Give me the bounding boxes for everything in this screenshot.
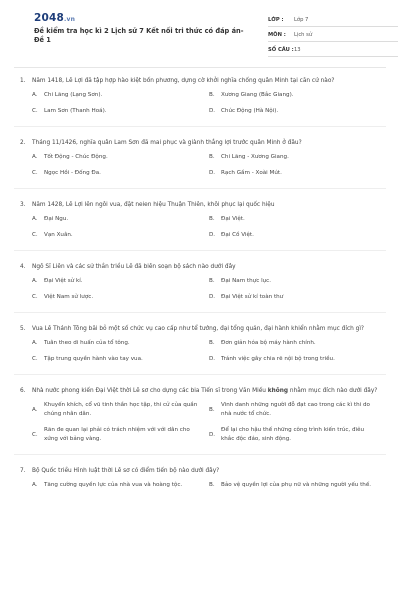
option-c[interactable] bbox=[32, 231, 209, 240]
option-b[interactable] bbox=[209, 277, 386, 286]
option-text: Tránh việc gây chia rẽ nội bộ trong triều. bbox=[221, 356, 335, 362]
option-letter: A. bbox=[32, 482, 38, 488]
option-letter: A. bbox=[32, 340, 38, 346]
options bbox=[32, 91, 386, 116]
question-number: 6. bbox=[20, 388, 26, 394]
options bbox=[32, 339, 386, 364]
option-c[interactable] bbox=[32, 293, 209, 302]
question-list bbox=[14, 76, 386, 501]
site-logo[interactable] bbox=[34, 12, 75, 24]
question-text bbox=[32, 386, 386, 396]
option-text: Khuyến khích, cổ vũ tinh thần học tập, thi cử của quần chúng nhân dân. bbox=[44, 402, 198, 417]
meta-label: LỚP : bbox=[268, 17, 284, 23]
option-letter: A. bbox=[32, 406, 38, 413]
option-text: Tuân theo di huấn của tổ tông. bbox=[44, 340, 130, 346]
option-c[interactable] bbox=[32, 355, 209, 364]
question-5 bbox=[14, 324, 386, 375]
question-text: Tháng 11/1426, nghĩa quân Lam Sơn đã mai phục và giành thắng lợi trước quân Minh ở đâu? bbox=[32, 140, 302, 146]
option-a[interactable] bbox=[32, 91, 209, 100]
option-b[interactable] bbox=[209, 91, 386, 100]
page-title: Đề kiểm tra học kì 2 Lịch sử 7 Kết nối tri thức có đáp án- Đề 1 bbox=[34, 27, 244, 44]
option-text: Chúc Động (Hà Nội). bbox=[221, 108, 279, 114]
option-letter: C. bbox=[32, 294, 38, 300]
question-divider bbox=[14, 250, 386, 251]
option-letter: C. bbox=[32, 108, 38, 114]
option-d[interactable] bbox=[209, 231, 386, 240]
question-text-post: nhằm mục đích nào dưới đây? bbox=[288, 388, 378, 394]
option-text: Đại Việt sử kí. bbox=[44, 278, 83, 284]
meta-value: Lớp 7 bbox=[294, 17, 309, 23]
question-divider bbox=[14, 188, 386, 189]
options bbox=[32, 277, 386, 302]
option-b[interactable] bbox=[209, 215, 386, 224]
question-6 bbox=[14, 386, 386, 455]
option-b[interactable] bbox=[209, 401, 386, 419]
option-text: Tập trung quyền hành vào tay vua. bbox=[44, 356, 143, 362]
option-text: Đại Việt. bbox=[221, 216, 245, 222]
option-text: Đại Cồ Việt. bbox=[221, 232, 254, 238]
option-letter: A. bbox=[32, 154, 38, 160]
option-letter: D. bbox=[209, 170, 216, 176]
option-letter: B. bbox=[209, 216, 215, 222]
meta-value: 13 bbox=[294, 47, 301, 53]
option-letter: A. bbox=[32, 278, 38, 284]
question-number: 2. bbox=[20, 140, 26, 146]
option-text: Ngọc Hồi - Đống Đa. bbox=[44, 170, 101, 176]
option-text: Tốt Động - Chúc Động. bbox=[44, 154, 108, 160]
question-number: 7. bbox=[20, 468, 26, 474]
question-number: 3. bbox=[20, 202, 26, 208]
option-letter: D. bbox=[209, 108, 216, 114]
option-d[interactable] bbox=[209, 169, 386, 178]
question-text: Ngô Sĩ Liên và các sử thần triều Lê đã biên soạn bộ sách nào dưới đây bbox=[32, 264, 236, 270]
question-text: Bộ Quốc triều Hình luật thời Lê sơ có điểm tiến bộ nào dưới đây? bbox=[32, 468, 220, 474]
header bbox=[14, 0, 386, 60]
option-text: Đơn giản hóa bộ máy hành chính. bbox=[221, 340, 316, 346]
option-text: Chi Lăng - Xương Giang. bbox=[221, 154, 289, 160]
question-divider bbox=[14, 126, 386, 127]
options bbox=[32, 401, 386, 444]
option-letter: D. bbox=[209, 232, 216, 238]
option-d[interactable] bbox=[209, 293, 386, 302]
option-a[interactable] bbox=[32, 277, 209, 286]
option-d[interactable] bbox=[209, 107, 386, 116]
option-letter: B. bbox=[209, 482, 215, 488]
question-2 bbox=[14, 138, 386, 189]
option-letter: C. bbox=[32, 431, 38, 438]
meta-value: Lịch sử bbox=[294, 32, 313, 38]
option-letter: C. bbox=[32, 170, 38, 176]
option-text: Đại Việt sử kí toàn thư bbox=[221, 294, 284, 300]
question-divider bbox=[14, 374, 386, 375]
option-letter: C. bbox=[32, 356, 38, 362]
header-divider bbox=[14, 67, 386, 68]
option-b[interactable] bbox=[209, 481, 386, 490]
option-text: Chi Lăng (Lạng Sơn). bbox=[44, 92, 103, 98]
option-c[interactable] bbox=[32, 107, 209, 116]
question-text: Vua Lê Thánh Tông bãi bỏ một số chức vụ cao cấp như tể tướng, đại tổng quản, đại hành khiển nhằm mục đích gì? bbox=[32, 326, 365, 332]
option-text: Răn đe quan lại phải có trách nhiệm với với dân cho xứng với bảng vàng. bbox=[44, 427, 190, 442]
question-number: 5. bbox=[20, 326, 26, 332]
question-7 bbox=[14, 466, 386, 490]
question-1 bbox=[14, 76, 386, 127]
meta-info bbox=[268, 14, 398, 59]
meta-label: MÔN : bbox=[268, 32, 286, 38]
option-text: Rạch Gầm - Xoài Mút. bbox=[221, 170, 282, 176]
question-3 bbox=[14, 200, 386, 251]
options bbox=[32, 481, 386, 490]
question-text: Năm 1428, Lê Lợi lên ngôi vua, đặt neien hiệu Thuận Thiên, khôi phục lại quốc hiệu bbox=[32, 202, 275, 208]
option-letter: D. bbox=[209, 356, 216, 362]
question-4 bbox=[14, 262, 386, 313]
option-letter: A. bbox=[32, 216, 38, 222]
option-d[interactable] bbox=[209, 426, 386, 444]
option-letter: B. bbox=[209, 92, 215, 98]
option-a[interactable] bbox=[32, 153, 209, 162]
option-text: Bảo vệ quyền lợi của phụ nữ và những người yếu thế. bbox=[221, 482, 372, 488]
option-a[interactable] bbox=[32, 401, 209, 419]
option-letter: B. bbox=[209, 406, 215, 413]
meta-row-subject bbox=[268, 29, 398, 42]
question-number: 4. bbox=[20, 264, 26, 270]
option-letter: C. bbox=[32, 232, 38, 238]
option-text: Đại Nam thực lục. bbox=[221, 278, 272, 284]
option-letter: B. bbox=[209, 154, 215, 160]
option-text: Vạn Xuân. bbox=[44, 232, 73, 238]
option-text: Xương Giang (Bắc Giang). bbox=[221, 92, 294, 98]
option-c[interactable] bbox=[32, 426, 209, 444]
option-text: Việt Nam sử lược. bbox=[44, 294, 94, 300]
meta-row-count bbox=[268, 44, 398, 57]
option-text: Vinh danh những người đỗ đạt cao trong các kì thi do nhà nước tổ chức. bbox=[221, 402, 370, 417]
meta-row-class bbox=[268, 14, 398, 27]
option-text: Để lại cho hậu thế những công trình kiến trúc, điêu khắc độc đáo, sinh động. bbox=[221, 427, 365, 442]
option-letter: A. bbox=[32, 92, 38, 98]
option-text: Lam Sơn (Thanh Hoá). bbox=[44, 108, 107, 114]
option-a[interactable] bbox=[32, 215, 209, 224]
option-d[interactable] bbox=[209, 355, 386, 364]
option-letter: D. bbox=[209, 431, 216, 438]
question-number: 1. bbox=[20, 78, 26, 84]
meta-label: SỐ CÂU : bbox=[268, 47, 294, 53]
question-text-emphasis: không bbox=[267, 388, 289, 394]
option-text: Đại Ngu. bbox=[44, 216, 69, 222]
option-a[interactable] bbox=[32, 481, 209, 490]
option-b[interactable] bbox=[209, 153, 386, 162]
logo-sub: .vn bbox=[64, 16, 76, 23]
option-text: Tăng cường quyền lực của nhà vua và hoàng tộc. bbox=[44, 482, 183, 488]
option-letter: D. bbox=[209, 294, 216, 300]
option-c[interactable] bbox=[32, 169, 209, 178]
question-divider bbox=[14, 312, 386, 313]
question-text-pre: Nhà nước phong kiến Đại Việt thời Lê sơ cho dựng các bia Tiến sĩ trong Văn Miếu bbox=[32, 388, 268, 394]
logo-main: 2048 bbox=[34, 12, 65, 24]
option-letter: B. bbox=[209, 278, 215, 284]
option-b[interactable] bbox=[209, 339, 386, 348]
options bbox=[32, 153, 386, 178]
question-divider bbox=[14, 454, 386, 455]
option-a[interactable] bbox=[32, 339, 209, 348]
option-letter: B. bbox=[209, 340, 215, 346]
question-text: Năm 1418, Lê Lợi đã tập hợp hào kiệt bốn phương, dựng cờ khởi nghĩa chống quân Minh tại căn cứ nào? bbox=[32, 78, 335, 84]
options bbox=[32, 215, 386, 240]
